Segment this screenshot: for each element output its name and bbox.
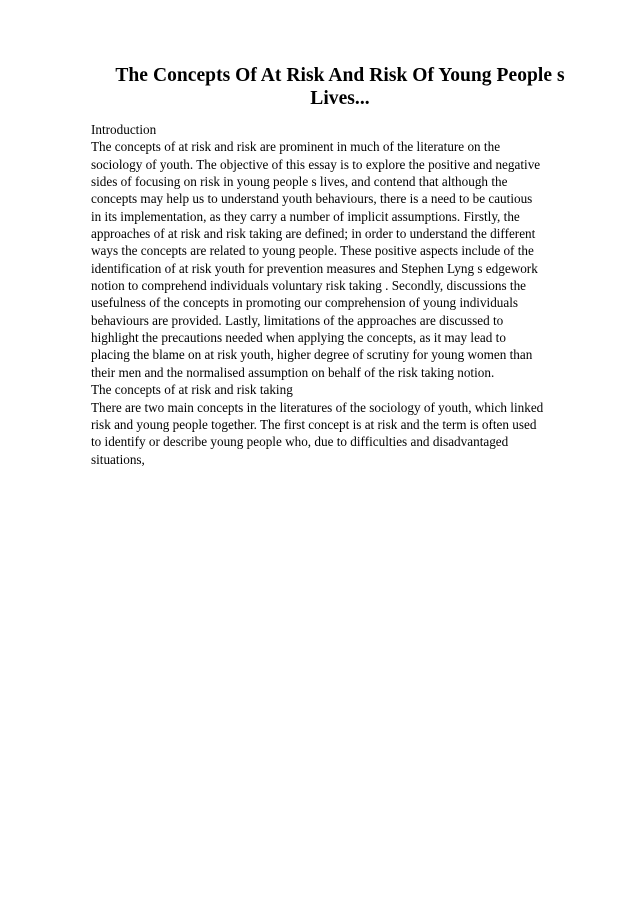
- title-line: The Concepts Of At Risk And Risk Of Young People s: [115, 65, 565, 86]
- document-title: [90, 64, 590, 110]
- paragraph-line: sides of focusing on risk in young people s lives, and contend that although the: [91, 174, 508, 190]
- paragraph-line: behaviours are provided. Lastly, limitations of the approaches are discussed to: [91, 312, 504, 328]
- paragraph-line: in its implementation, as they carry a number of implicit assumptions. Firstly, the: [91, 208, 520, 224]
- paragraph-line: There are two main concepts in the literatures of the sociology of youth, which linked: [91, 399, 544, 415]
- paragraph-line: approaches of at risk and risk taking are defined; in order to understand the different: [91, 226, 536, 242]
- document-body: [91, 121, 611, 468]
- paragraph-line: risk and young people together. The first concept is at risk and the term is often used: [91, 416, 537, 432]
- paragraph-line: concepts may help us to understand youth behaviours, there is a need to be cautious: [91, 191, 533, 207]
- section-heading-concepts: The concepts of at risk and risk taking: [91, 382, 293, 398]
- paragraph-line: The concepts of at risk and risk are prominent in much of the literature on the: [91, 139, 501, 155]
- paragraph-line: identification of at risk youth for prevention measures and Stephen Lyng s edgework: [91, 260, 538, 276]
- paragraph-line: to identify or describe young people who, due to difficulties and disadvantaged: [91, 434, 509, 450]
- paragraph-line: ways the concepts are related to young people. These positive aspects include of the: [91, 243, 534, 259]
- paragraph-line: their men and the normalised assumption on behalf of the risk taking notion.: [91, 364, 495, 380]
- paragraph-line: highlight the precautions needed when applying the concepts, as it may lead to: [91, 330, 506, 346]
- paragraph-line: usefulness of the concepts in promoting our comprehension of young individuals: [91, 295, 519, 311]
- paragraph-line: notion to comprehend individuals voluntary risk taking . Secondly, discussions the: [91, 278, 527, 294]
- section-heading-introduction: Introduction: [91, 122, 157, 137]
- paragraph-line: sociology of youth. The objective of this essay is to explore the positive and negative: [91, 156, 541, 172]
- paragraph-line: placing the blame on at risk youth, higher degree of scrutiny for young women than: [91, 347, 533, 363]
- title-line: Lives...: [310, 88, 370, 109]
- paragraph-line: situations,: [91, 451, 145, 467]
